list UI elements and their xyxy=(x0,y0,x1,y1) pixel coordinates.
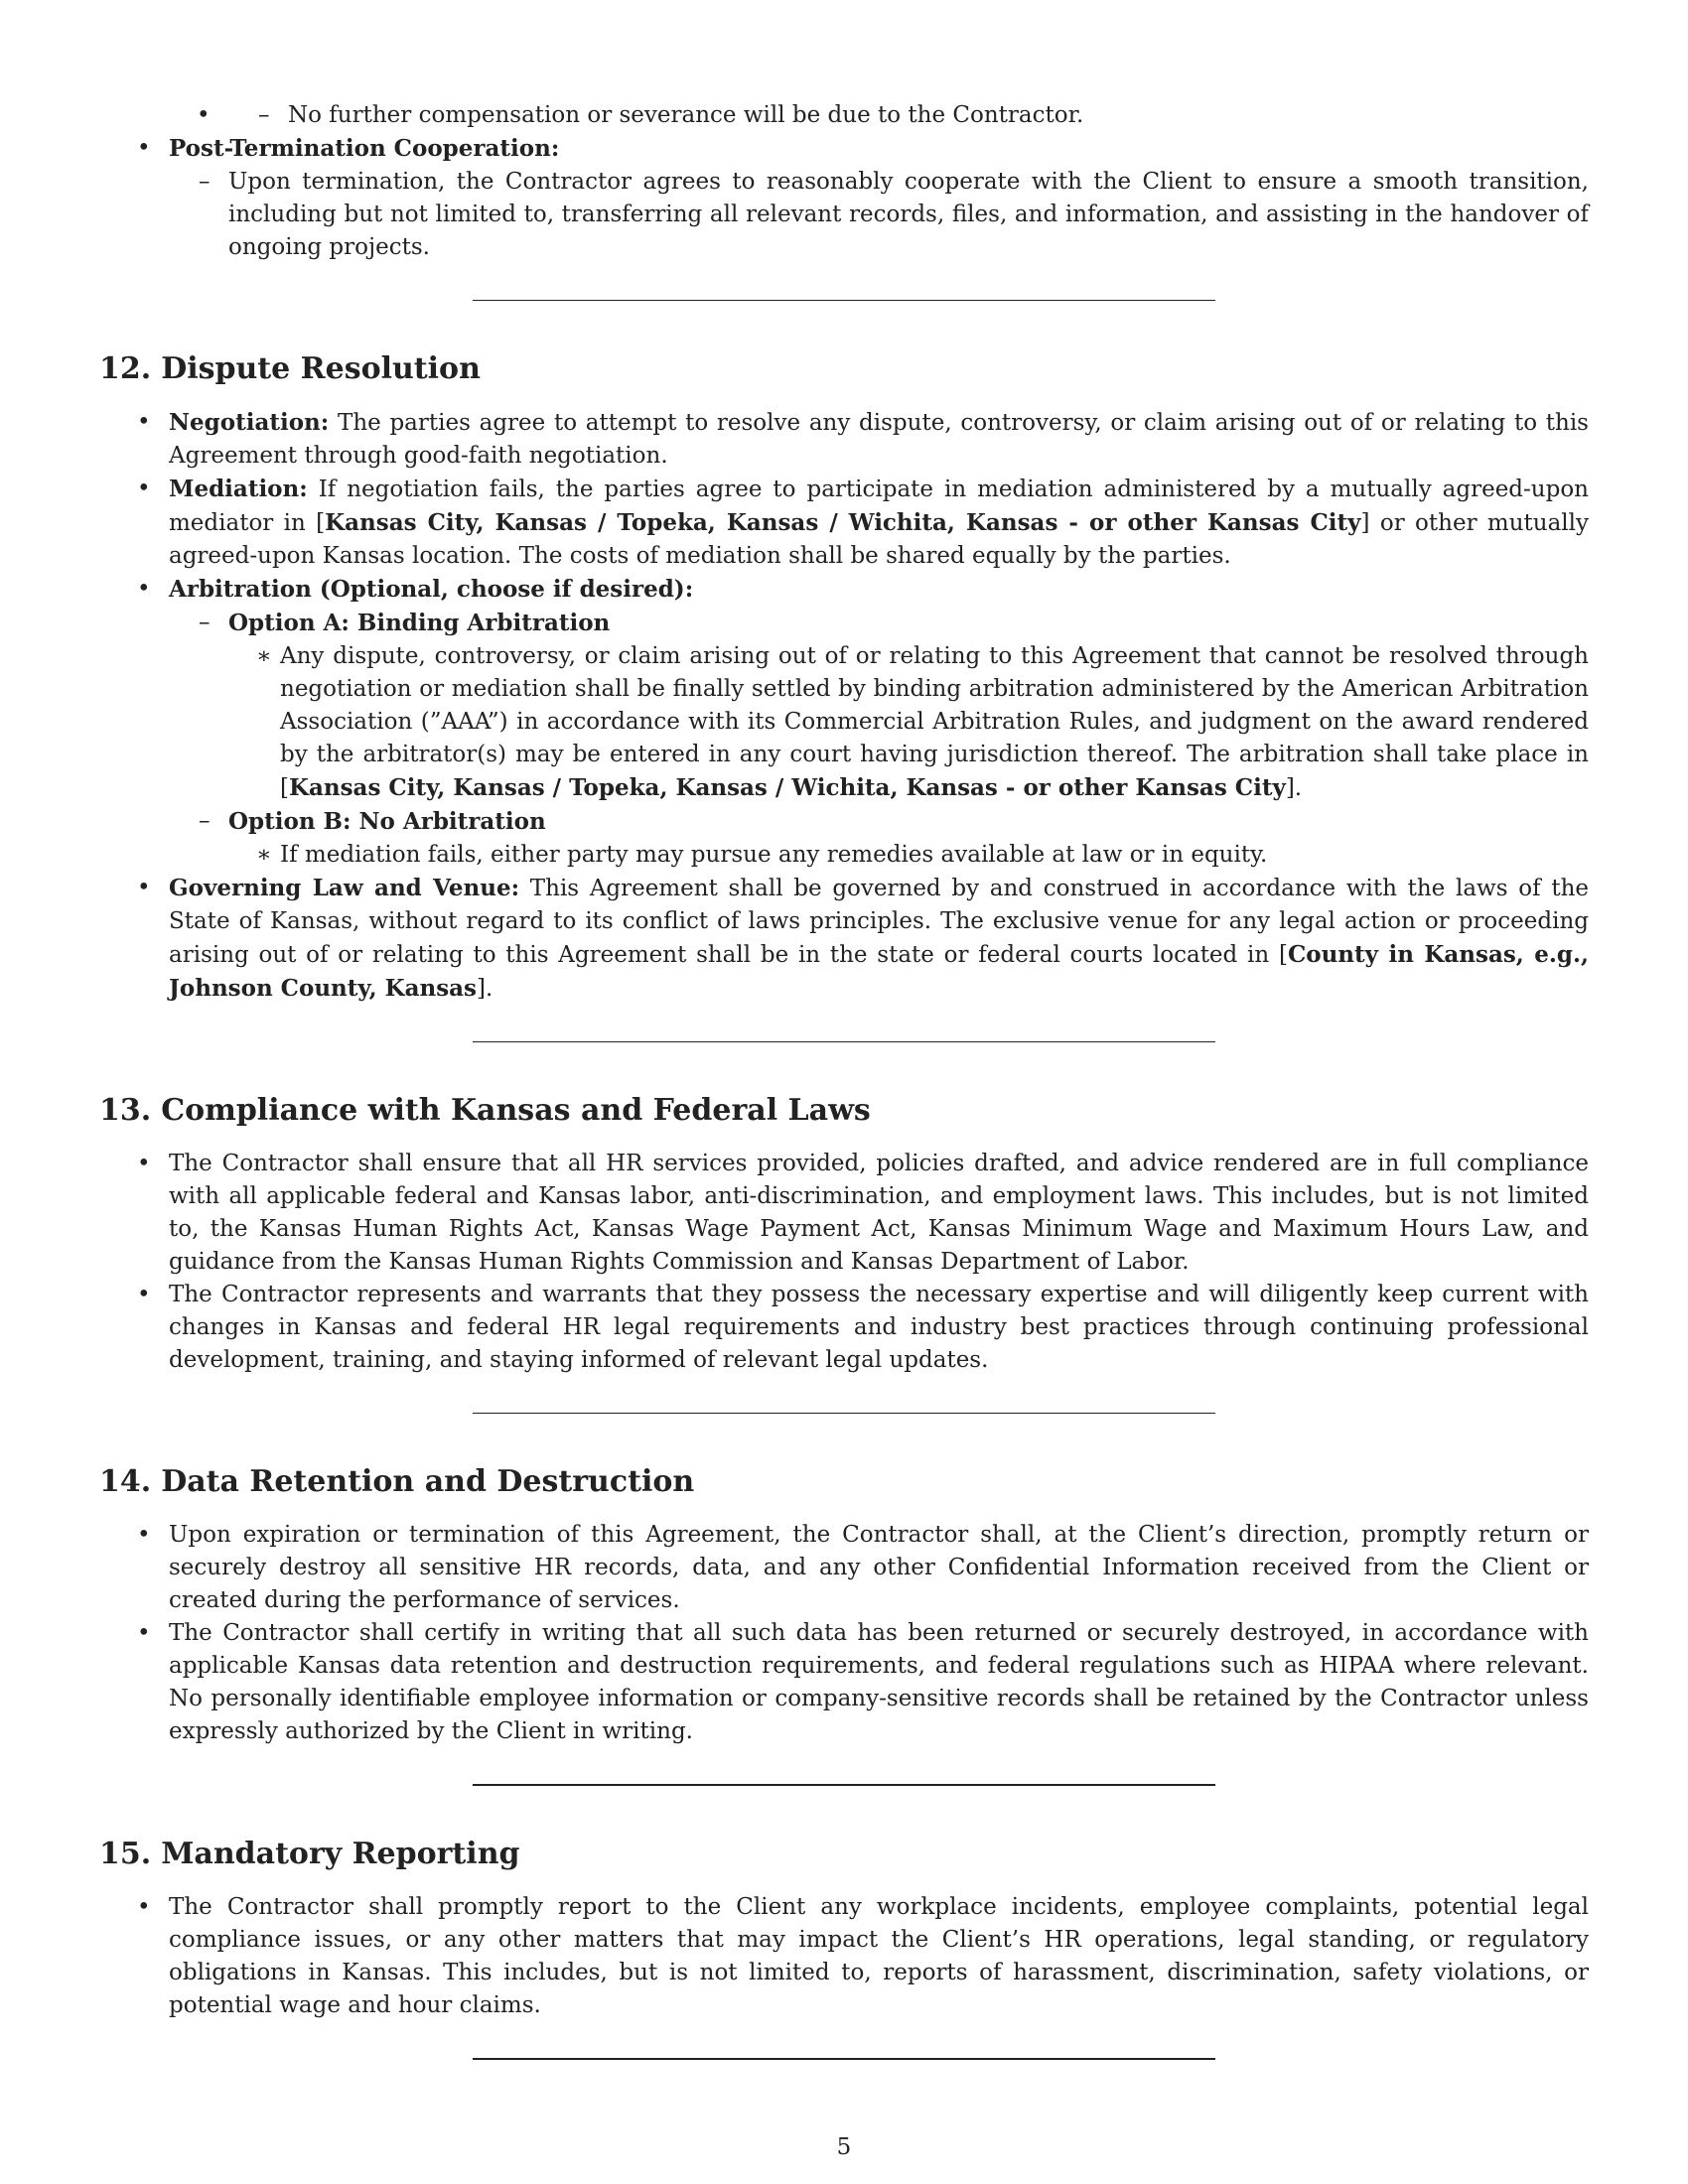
section-divider xyxy=(473,300,1215,301)
option-b-details xyxy=(228,839,1589,872)
compliance-list xyxy=(99,1148,1589,1377)
section-divider xyxy=(473,2058,1215,2060)
mediation-text-end: ] or other mutually agreed-upon Kansas location. The costs of mediation shall be shared equally by the parties. xyxy=(169,510,1590,569)
option-a-text: Any dispute, controversy, or claim arising out of or relating to this Agreement that cannot be resolved through negotiation or mediation shall be finally settled by binding arbitration administered by the American Arbitration Association (”AAA”) in accordance with its Commercial Arbitration Rules, and judgment on the award rendered by the arbitrator(s) may be entered in any court having jurisdiction thereof. The arbitration shall take place in [ xyxy=(280,643,1589,801)
list-item xyxy=(99,1279,1589,1377)
list-item xyxy=(99,573,1589,872)
arbitration-location: Kansas City, Kansas / Topeka, Kansas / Wichita, Kansas - or other Kansas City xyxy=(288,774,1286,801)
list-item xyxy=(99,1148,1589,1279)
list-item xyxy=(99,1891,1589,2022)
list-item xyxy=(228,99,1589,132)
negotiation-label: Negotiation: xyxy=(169,409,330,436)
option-a-text-end: ]. xyxy=(1285,775,1303,801)
venue-county: County in Kansas, e.g., Johnson County, Kansas xyxy=(169,941,1589,1002)
dash-marker: – xyxy=(199,169,211,195)
section-heading-12: 12. Dispute Resolution xyxy=(99,351,481,386)
section-heading-15: 15. Mandatory Reporting xyxy=(99,1837,520,1871)
compliance-text-2: The Contractor represents and warrants that they possess the necessary expertise and will diligently keep current with changes in Kansas and federal HR legal requirements and industry best practices through continuing professional development, training, and staying informed of relevant legal updates. xyxy=(169,1282,1589,1373)
section-divider xyxy=(473,1413,1215,1414)
mediation-text: If negotiation fails, the parties agree to participate in mediation administered by a mutually agreed-upon mediator in [ xyxy=(169,477,1589,536)
retention-text-2: The Contractor shall certify in writing that all such data has been returned or securely destroyed, in accordance with applicable Kansas data retention and destruction requirements, and federal regulations such as HIPAA where relevant. No personally identifiable employee information or company-sensitive records shall be retained by the Contractor unless expressly authorized by the Client in writing. xyxy=(169,1620,1589,1744)
list-item xyxy=(228,839,1589,872)
data-retention-list xyxy=(99,1519,1589,1748)
dash-marker: – xyxy=(258,102,270,128)
option-b-text: If mediation fails, either party may pursue any remedies available at law or in equity. xyxy=(280,842,1268,868)
list-item xyxy=(99,132,1589,264)
governing-law-label: Governing Law and Venue: xyxy=(169,875,520,901)
no-further-text: No further compensation or severance will be due to the Contractor. xyxy=(288,102,1084,128)
list-item xyxy=(99,1519,1589,1617)
mandatory-reporting-list xyxy=(99,1891,1589,2022)
mediation-location: Kansas City, Kansas / Topeka, Kansas / Wichita, Kansas - or other Kansas City xyxy=(325,509,1361,536)
post-termination-label: Post-Termination Cooperation: xyxy=(169,135,560,162)
reporting-text-1: The Contractor shall promptly report to the Client any workplace incidents, employee complaints, potential legal compliance issues, or any other matters that may impact the Client’s HR operations, legal standing, or regulatory obligations in Kansas. This includes, but is not limited to, reports of harassment, discrimination, safety violations, or potential wage and hour claims. xyxy=(169,1894,1589,2018)
mediation-label: Mediation: xyxy=(169,476,308,502)
list-item xyxy=(169,166,1589,264)
governing-law-text: This Agreement shall be governed by and construed in accordance with the laws of the State of Kansas, without regard to its conflict of laws principles. The exclusive venue for any legal action or proceeding arising out of or relating to this Agreement shall be in the state or federal courts located in [ xyxy=(169,876,1589,968)
list-item xyxy=(169,607,1589,805)
section-divider xyxy=(473,1041,1215,1042)
list-item xyxy=(228,640,1589,805)
negotiation-text: The parties agree to attempt to resolve any dispute, controversy, or claim arising out of or relating to this Agreement through good-faith negotiation. xyxy=(169,410,1589,469)
section-heading-14: 14. Data Retention and Destruction xyxy=(99,1464,695,1499)
bullet-marker: • xyxy=(137,135,151,161)
retention-text-1: Upon expiration or termination of this Agreement, the Contractor shall, at the Client’s direction, promptly return or securely destroy all sensitive HR records, data, and any other Confidential Information received from the Client or created during the performance of services. xyxy=(169,1522,1589,1613)
page-number: 5 xyxy=(836,2134,852,2160)
option-b-label: Option B: No Arbitration xyxy=(228,808,546,835)
list-item xyxy=(169,805,1589,872)
continuation-block xyxy=(99,99,1589,132)
list-item xyxy=(99,473,1589,573)
compliance-text-1: The Contractor shall ensure that all HR services provided, policies drafted, and advice rendered are in full compliance with all applicable federal and Kansas labor, anti-discrimination, and employment laws. This includes, but is not limited to, the Kansas Human Rights Act, Kansas Wage Payment Act, Kansas Minimum Wage and Maximum Hours Law, and guidance from the Kansas Human Rights Commission and Kansas Department of Labor. xyxy=(169,1151,1589,1275)
arbitration-label: Arbitration (Optional, choose if desired): xyxy=(169,576,694,603)
option-a-details xyxy=(228,640,1589,805)
option-a-label: Option A: Binding Arbitration xyxy=(228,610,611,636)
section-divider xyxy=(473,1784,1215,1786)
list-item xyxy=(99,872,1589,1006)
section-heading-13: 13. Compliance with Kansas and Federal Laws xyxy=(99,1093,871,1128)
list-item xyxy=(99,1617,1589,1748)
list-item xyxy=(99,406,1589,473)
post-termination-text: Upon termination, the Contractor agrees to reasonably cooperate with the Client to ensure a smooth transition, including but not limited to, transferring all relevant records, files, and information, and assisting in the handover of ongoing projects. xyxy=(228,169,1589,260)
dispute-resolution-list xyxy=(99,406,1589,1006)
arbitration-options xyxy=(169,607,1589,872)
governing-law-text-end: ]. xyxy=(477,976,493,1002)
